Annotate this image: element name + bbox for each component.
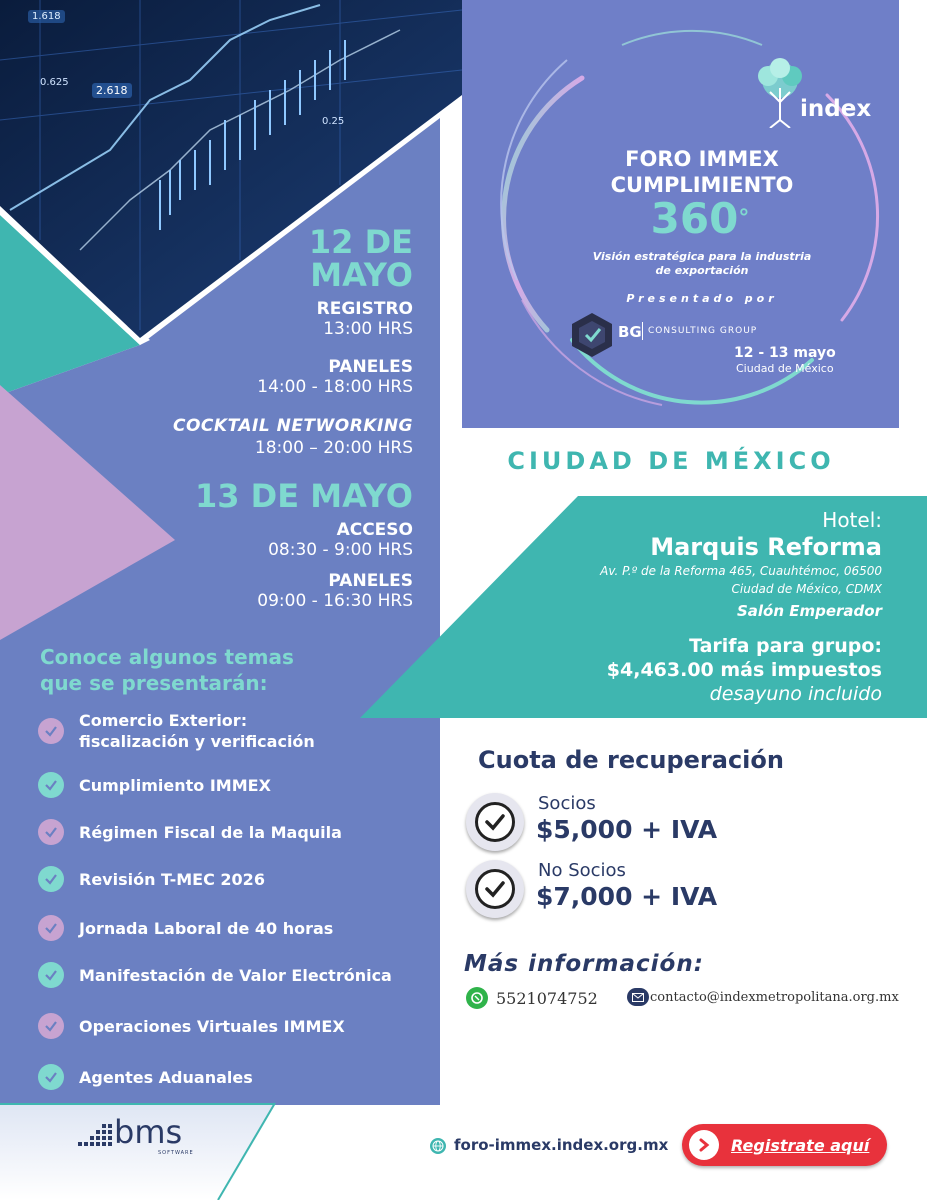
list-item bbox=[38, 962, 392, 988]
website-link[interactable]: foro-immex.index.org.mx bbox=[454, 1136, 669, 1154]
poster-360: 360 bbox=[650, 194, 739, 243]
whatsapp-icon bbox=[466, 987, 488, 1009]
check-icon bbox=[38, 1064, 64, 1090]
paneles1-block bbox=[257, 357, 413, 397]
check-icon bbox=[38, 1013, 64, 1039]
arrow-right-icon bbox=[689, 1130, 719, 1160]
socios-check-badge bbox=[466, 793, 524, 851]
tarifa-note: desayuno incluido bbox=[709, 683, 882, 705]
poster-tagline-1: Visión estratégica para la industria bbox=[592, 250, 812, 263]
bms-logo-sub: SOFTWARE bbox=[158, 1150, 194, 1156]
poster-presentado: Presentado por bbox=[626, 292, 778, 305]
topic-8: Agentes Aduanales bbox=[79, 1067, 253, 1087]
poster-title-line1: FORO IMMEX bbox=[625, 147, 779, 171]
nosocios-check-badge bbox=[466, 860, 524, 918]
list-item bbox=[38, 915, 333, 941]
poster-title bbox=[572, 146, 832, 198]
city-heading: CIUDAD DE MÉXICO bbox=[507, 447, 835, 475]
list-item bbox=[38, 819, 342, 845]
bms-logo-text: bms bbox=[114, 1113, 183, 1151]
paneles2-block bbox=[257, 571, 413, 611]
day1-line2: MAYO bbox=[310, 256, 413, 294]
globe-icon bbox=[430, 1138, 446, 1154]
topic-1-line1: Comercio Exterior: bbox=[79, 711, 248, 730]
socios-label: Socios bbox=[538, 793, 596, 814]
phone-number[interactable]: 5521074752 bbox=[496, 989, 598, 1008]
registro-time: 13:00 HRS bbox=[323, 319, 413, 339]
topic-7: Operaciones Virtuales IMMEX bbox=[79, 1016, 345, 1036]
paneles1-label: PANELES bbox=[328, 357, 413, 377]
day2-date: 13 DE MAYO bbox=[194, 477, 413, 515]
register-label: Registrate aquí bbox=[731, 1135, 870, 1155]
registro-block bbox=[317, 299, 413, 339]
socios-price: $5,000 + IVA bbox=[536, 815, 718, 844]
register-button[interactable] bbox=[682, 1124, 887, 1166]
tarifa-label: Tarifa para grupo: bbox=[689, 635, 882, 657]
bg-logo-text: BG bbox=[618, 323, 642, 341]
topics-heading bbox=[40, 644, 294, 696]
cocktail-label: COCKTAIL NETWORKING bbox=[173, 416, 413, 436]
list-item bbox=[38, 1064, 253, 1090]
check-icon bbox=[38, 819, 64, 845]
poster-date: 12 - 13 mayo bbox=[734, 345, 836, 361]
event-poster bbox=[462, 0, 899, 428]
poster-city: Ciudad de México bbox=[736, 362, 834, 375]
topic-2: Cumplimiento IMMEX bbox=[79, 775, 271, 795]
venue-block bbox=[600, 508, 882, 706]
registro-label: REGISTRO bbox=[316, 299, 413, 319]
chart-tick-3: 2.618 bbox=[92, 83, 132, 98]
nosocios-price: $7,000 + IVA bbox=[536, 882, 718, 911]
paneles2-time: 09:00 - 16:30 HRS bbox=[257, 591, 413, 611]
topic-3: Régimen Fiscal de la Maquila bbox=[79, 822, 342, 842]
chart-tick-2: 0.625 bbox=[40, 77, 69, 88]
topic-6: Manifestación de Valor Electrónica bbox=[79, 965, 392, 985]
check-icon bbox=[38, 718, 64, 744]
hotel-name: Marquis Reforma bbox=[650, 533, 882, 561]
nosocios-label: No Socios bbox=[538, 860, 626, 881]
day1-date bbox=[308, 223, 413, 294]
check-icon bbox=[38, 772, 64, 798]
chart-tick-1: 1.618 bbox=[28, 10, 65, 23]
email-address[interactable]: contacto@indexmetropolitana.org.mx bbox=[650, 990, 899, 1005]
poster-degree: ° bbox=[738, 206, 750, 231]
poster-number bbox=[620, 196, 780, 242]
cocktail-time: 18:00 – 20:00 HRS bbox=[254, 438, 413, 458]
acceso-label: ACCESO bbox=[336, 520, 413, 540]
paneles2-label: PANELES bbox=[328, 571, 413, 591]
check-icon bbox=[38, 962, 64, 988]
paneles1-time: 14:00 - 18:00 HRS bbox=[257, 377, 413, 397]
topic-1-line2: fiscalización y verificación bbox=[79, 732, 315, 751]
check-icon bbox=[484, 878, 506, 900]
bg-consulting-logo-icon bbox=[572, 313, 612, 357]
poster-title-line2: CUMPLIMIENTO bbox=[610, 173, 794, 197]
email-icon bbox=[627, 988, 649, 1006]
list-item bbox=[38, 710, 315, 752]
acceso-block bbox=[268, 520, 413, 560]
address-line2: Ciudad de México, CDMX bbox=[731, 582, 882, 596]
topics-heading-1: Conoce algunos temas bbox=[40, 645, 294, 669]
topic-5: Jornada Laboral de 40 horas bbox=[79, 918, 334, 938]
topic-4: Revisión T-MEC 2026 bbox=[79, 869, 265, 889]
topics-heading-2: que se presentarán: bbox=[40, 671, 268, 695]
salon-name: Salón Emperador bbox=[736, 602, 882, 620]
list-item bbox=[38, 1013, 345, 1039]
day1-line1: 12 DE bbox=[308, 223, 413, 261]
cuota-title: Cuota de recuperación bbox=[478, 746, 784, 774]
index-tree-logo bbox=[754, 58, 806, 128]
check-icon bbox=[38, 915, 64, 941]
poster-tagline bbox=[572, 250, 832, 278]
bms-dots-icon bbox=[76, 1124, 114, 1152]
cocktail-block bbox=[173, 415, 413, 459]
consulting-group-text: CONSULTING GROUP bbox=[648, 326, 758, 336]
check-icon bbox=[484, 811, 506, 833]
hotel-label: Hotel: bbox=[822, 508, 882, 532]
address-line1: Av. P.º de la Reforma 465, Cuauhtémoc, 06500 bbox=[600, 564, 882, 578]
acceso-time: 08:30 - 9:00 HRS bbox=[268, 540, 413, 560]
poster-tagline-2: de exportación bbox=[655, 264, 749, 277]
tarifa-price: $4,463.00 más impuestos bbox=[606, 659, 882, 681]
check-icon bbox=[38, 866, 64, 892]
list-item bbox=[38, 866, 265, 892]
info-heading: Más información: bbox=[464, 951, 704, 977]
index-logo-text: index bbox=[800, 96, 872, 122]
list-item bbox=[38, 772, 271, 798]
chart-tick-4: 0.25 bbox=[322, 116, 345, 127]
